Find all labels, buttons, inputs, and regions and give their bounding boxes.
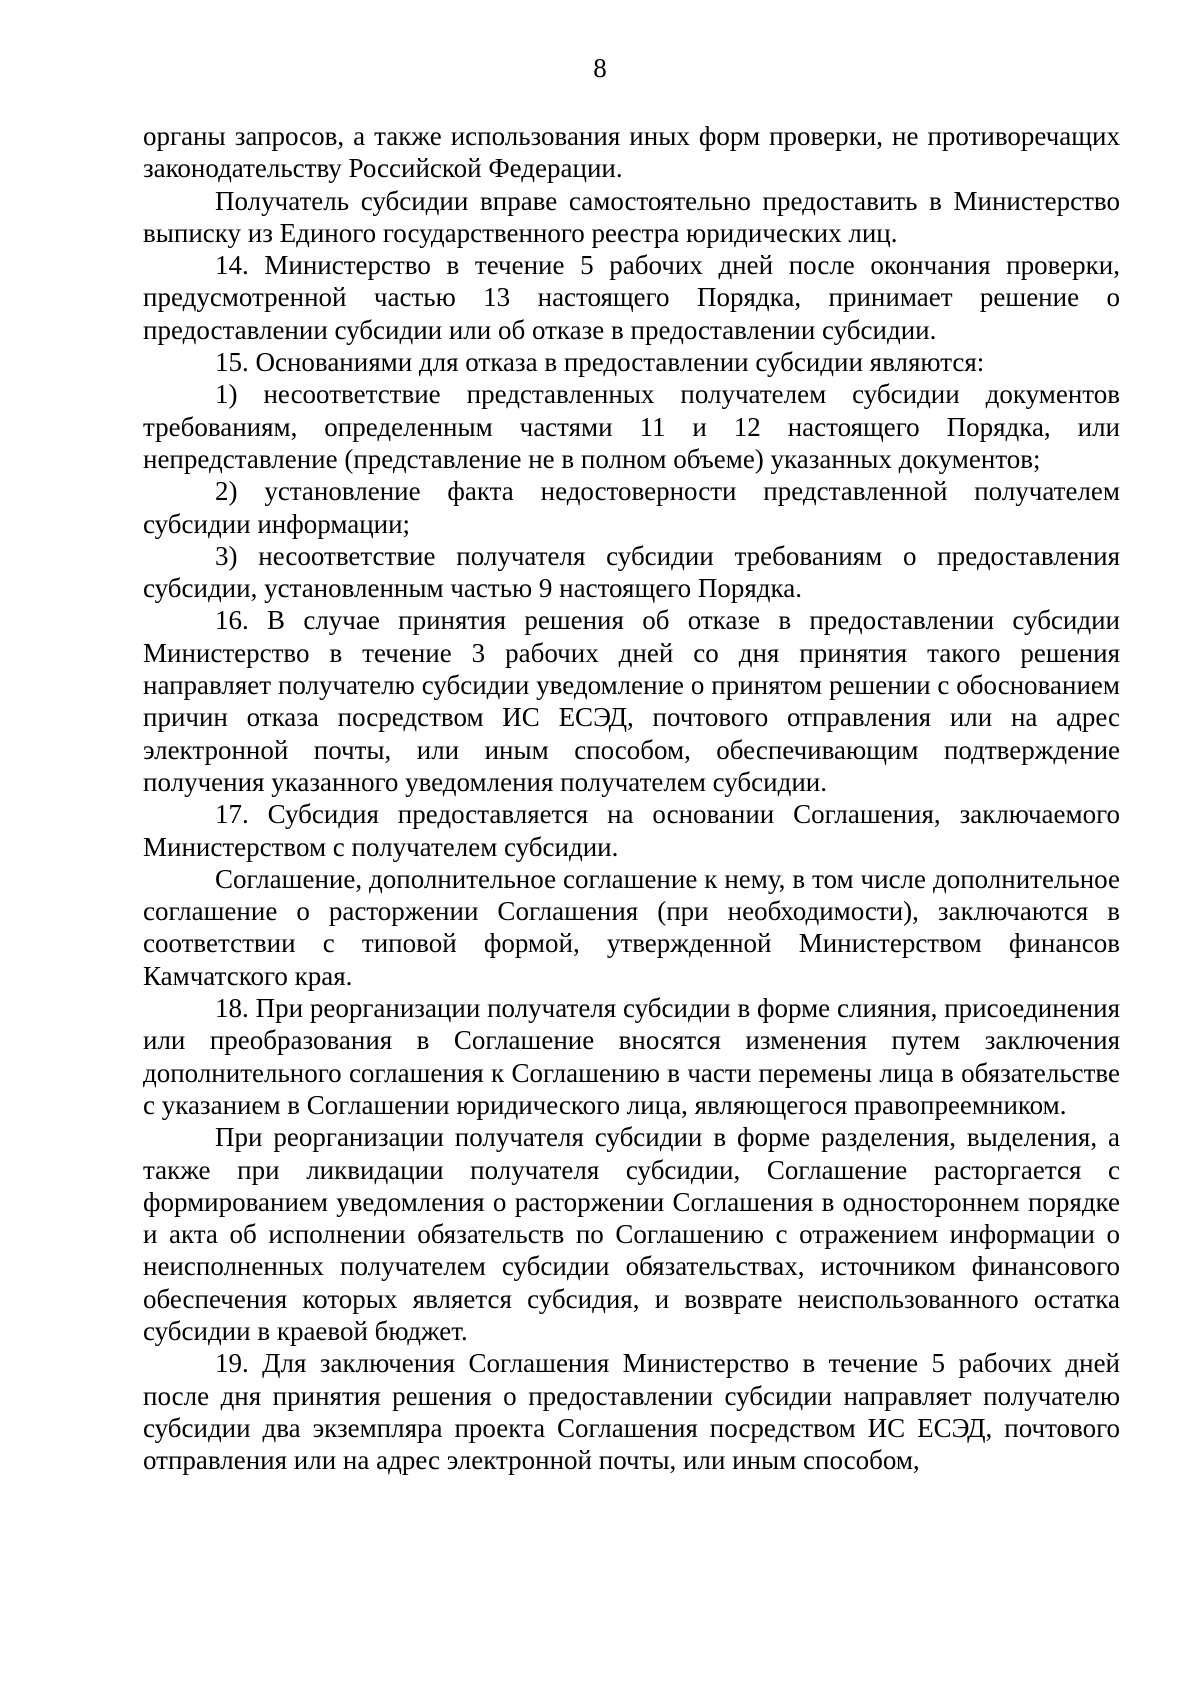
paragraph: Получатель субсидии вправе самостоятельно предоставить в Министерство выписку из Единого государственного реестра юридических лиц. [143,185,1120,248]
paragraph: 16. В случае принятия решения об отказе в предоставлении субсидии Министерство в течение 3 рабочих дней со дня принятия такого решения направляет получателю субсидии уведомление о принятом решении с обоснованием причин отказа посредством ИС ЕСЭД, почтового отправления или на адрес электронной почты, или иным способом, обеспечивающим подтверждение получения указанного уведомления получателем субсидии. [143,605,1120,797]
paragraph: Соглашение, дополнительное соглашение к нему, в том числе дополнительное соглашение о расторжении Соглашения (при необходимости), заключаются в соответствии с типовой формой, утвержденной Министерством финансов Камчатского края. [143,863,1120,991]
paragraph: 15. Основаниями для отказа в предоставлении субсидии являются: [215,347,985,378]
paragraph: 14. Министерство в течение 5 рабочих дней после окончания проверки, предусмотренной частью 13 настоящего Порядка, принимает решение о предоставлении субсидии или об отказе в предоставлении субсидии. [143,250,1120,345]
paragraph: 2) установление факта недостоверности представленной получателем субсидии информации; [143,476,1120,539]
paragraph: 18. При реорганизации получателя субсидии в форме слияния, присоединения или преобразования в Соглашение вносятся изменения путем заключения дополнительного соглашения к Соглашению в части перемены лица в обязательстве с указанием в Соглашении юридического лица, являющегося правопреемником. [143,993,1120,1120]
paragraph: 19. Для заключения Соглашения Министерство в течение 5 рабочих дней после дня принятия решения о предоставлении субсидии направляет получателю субсидии два экземпляра проекта Соглашения посредством ИС ЕСЭД, почтового отправления или на адрес электронной почты, или иным способом, [143,1348,1120,1476]
document-body [143,120,1120,1476]
page-number: 8 [593,53,607,83]
paragraph: 1) несоответствие представленных получателем субсидии документов требованиям, определенным частями 11 и 12 настоящего Порядка, или непредставление (представление не в полном объеме) указанных документов; [143,379,1120,474]
paragraph: органы запросов, а также использования иных форм проверки, не противоречащих законодательству Российской Федерации. [143,121,1120,184]
paragraph: 17. Субсидия предоставляется на основании Соглашения, заключаемого Министерством с получателем субсидии. [143,799,1120,862]
paragraph: 3) несоответствие получателя субсидии требованиям о предоставления субсидии, установленным частью 9 настоящего Порядка. [143,540,1120,604]
paragraph: При реорганизации получателя субсидии в форме разделения, выделения, а также при ликвидации получателя субсидии, Соглашение расторгается с формированием уведомления о расторжении Соглашения в одностороннем порядке и акта об исполнении обязательств по Соглашению с отражением информации о неисполненных получателем субсидии обязательствах, источником финансового обеспечения которых является субсидия, и возврате неиспользованного остатка субсидии в краевой бюджет. [143,1122,1120,1346]
